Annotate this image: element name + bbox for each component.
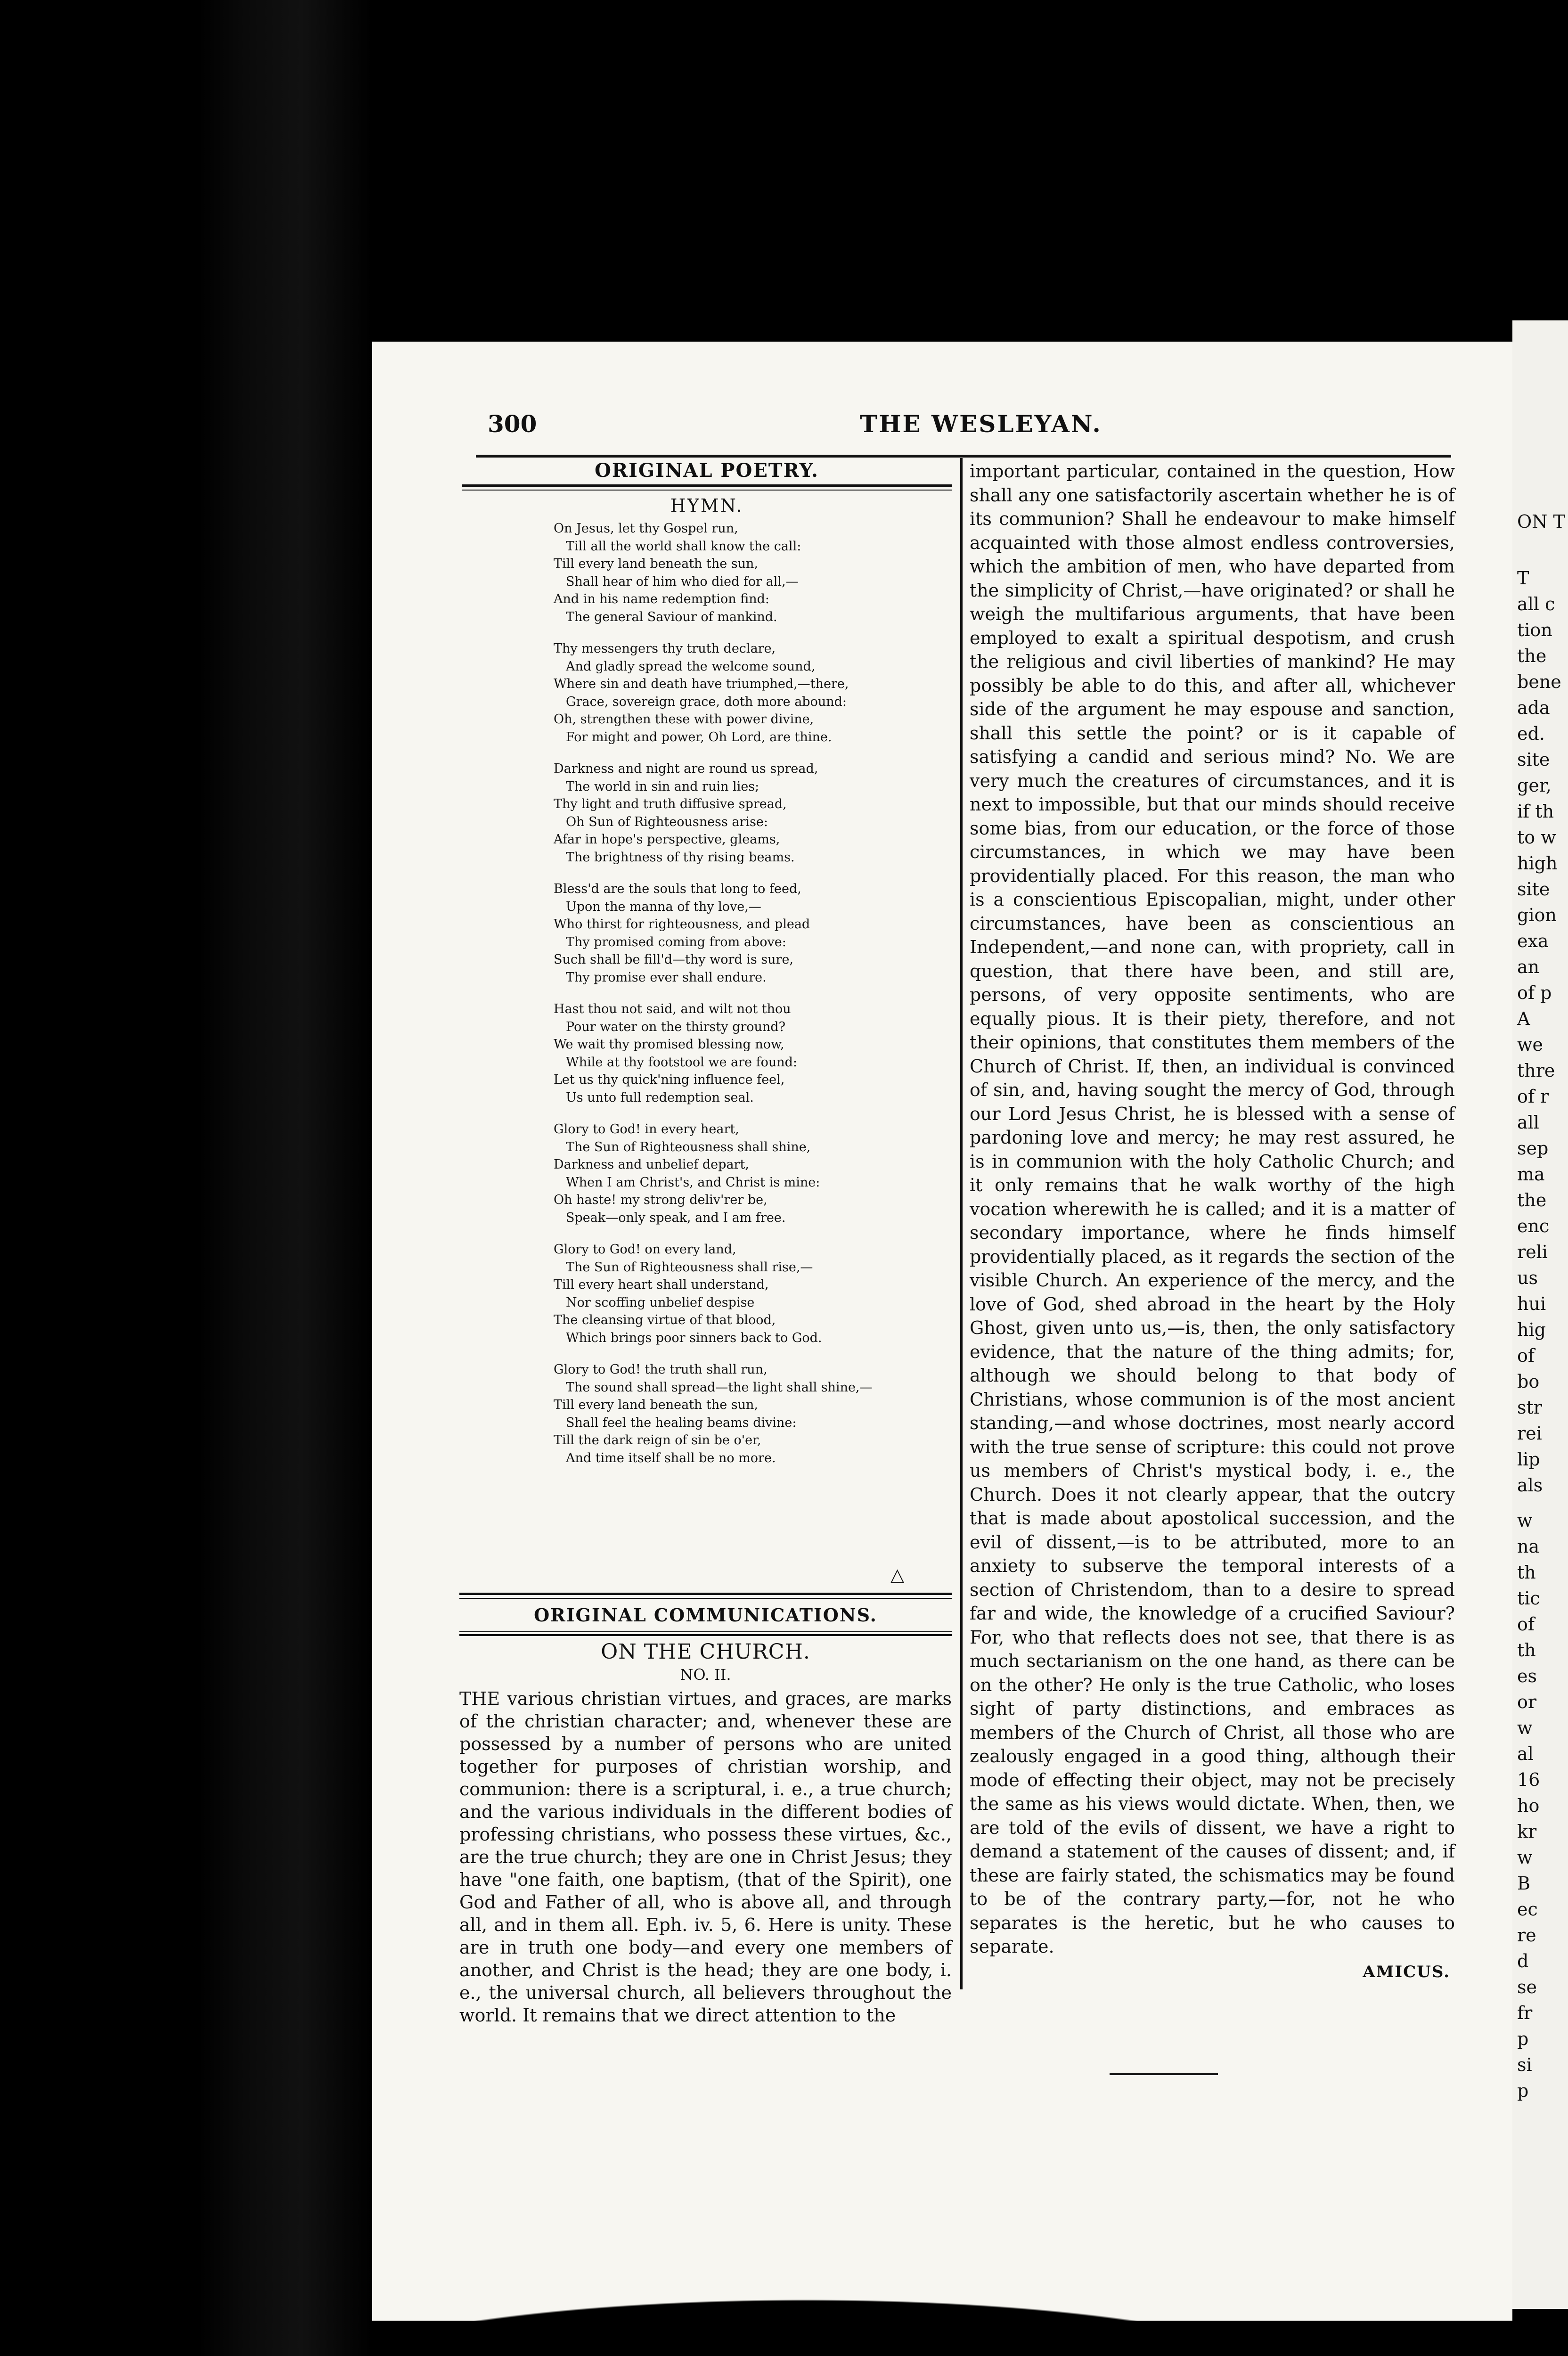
section-rule bbox=[459, 1631, 952, 1636]
article-body-right bbox=[970, 459, 1455, 1959]
hymn-line: Oh, strengthen these with power divine, bbox=[554, 712, 814, 727]
next-page-line-fragment: 16 bbox=[1517, 1769, 1540, 1790]
next-page-line-fragment: of bbox=[1517, 1614, 1535, 1635]
hymn-line: While at thy footstool we are found: bbox=[566, 1055, 798, 1070]
next-page-line-fragment: ec bbox=[1517, 1899, 1538, 1920]
next-page-line-fragment: w bbox=[1517, 1847, 1533, 1868]
hymn-line: Hast thou not said, and wilt not thou bbox=[554, 1002, 791, 1016]
next-page-line-fragment: rei bbox=[1517, 1423, 1542, 1444]
hymn-stanza bbox=[554, 520, 952, 626]
hymn-line: When I am Christ's, and Christ is mine: bbox=[566, 1175, 820, 1190]
next-page-line-fragment: sep bbox=[1517, 1138, 1549, 1159]
hymn-line: Till the dark reign of sin be o'er, bbox=[554, 1433, 761, 1448]
hymn-line: Till every land beneath the sun, bbox=[554, 1398, 759, 1412]
hymn-line: We wait thy promised blessing now, bbox=[554, 1037, 784, 1052]
hymn-line: The Sun of Righteousness shall shine, bbox=[566, 1139, 811, 1154]
next-page-text-fragment-lower bbox=[1517, 1508, 1540, 2104]
next-page-line-fragment: als bbox=[1517, 1475, 1543, 1496]
next-page-line-fragment: the bbox=[1517, 1190, 1547, 1211]
left-column bbox=[462, 459, 952, 1481]
end-mark: △ bbox=[890, 1564, 905, 1585]
hymn-line: Who thirst for righteousness, and plead bbox=[554, 917, 810, 932]
next-page-line-fragment: bene bbox=[1517, 671, 1561, 692]
hymn-line: Till every heart shall understand, bbox=[554, 1277, 769, 1292]
next-page-line-fragment: of p bbox=[1517, 982, 1552, 1003]
column-divider bbox=[960, 458, 963, 1989]
hymn-line: Glory to God! on every land, bbox=[554, 1242, 736, 1257]
hymn-stanza bbox=[554, 1361, 952, 1467]
hymn-line: Glory to God! the truth shall run, bbox=[554, 1362, 768, 1377]
hymn-line: The cleansing virtue of that blood, bbox=[554, 1313, 776, 1327]
hymn-line: Us unto full redemption seal. bbox=[566, 1090, 754, 1105]
hymn-line: The world in sin and ruin lies; bbox=[566, 779, 760, 794]
article-number: NO. II. bbox=[680, 1666, 731, 1684]
hymn-stanzas bbox=[462, 520, 952, 1467]
next-page-line-fragment: lip bbox=[1517, 1449, 1540, 1470]
hymn-stanza bbox=[554, 640, 952, 746]
next-page-line-fragment: ed. bbox=[1517, 723, 1545, 744]
hymn-line: Thy light and truth diffusive spread, bbox=[554, 797, 787, 811]
next-page-line-fragment: to w bbox=[1517, 827, 1556, 848]
hymn-line: Let us thy quick'ning influence feel, bbox=[554, 1072, 785, 1087]
next-page-line-fragment: A bbox=[1517, 1008, 1530, 1029]
next-page-line-fragment: enc bbox=[1517, 1216, 1550, 1236]
hymn-line: Pour water on the thirsty ground? bbox=[566, 1019, 786, 1034]
hymn-line: Afar in hope's perspective, gleams, bbox=[554, 832, 780, 847]
hymn-line: Which brings poor sinners back to God. bbox=[566, 1330, 822, 1345]
hymn-line: Oh Sun of Righteousness arise: bbox=[566, 814, 768, 829]
hymn-stanza bbox=[554, 1121, 952, 1227]
next-page-line-fragment: we bbox=[1517, 1034, 1544, 1055]
hymn-line: Shall feel the healing beams divine: bbox=[566, 1415, 797, 1430]
next-page-line-fragment: si bbox=[1517, 2054, 1532, 2075]
next-page-line-fragment: w bbox=[1517, 1510, 1533, 1531]
next-page-line-fragment: p bbox=[1517, 2080, 1529, 2101]
next-page-line-fragment: hig bbox=[1517, 1319, 1546, 1340]
hymn-line: On Jesus, let thy Gospel run, bbox=[554, 521, 738, 536]
next-page-line-fragment: str bbox=[1517, 1397, 1542, 1418]
hymn-line: Till every land beneath the sun, bbox=[554, 556, 759, 571]
hymn-line: For might and power, Oh Lord, are thine. bbox=[566, 729, 832, 744]
next-page-line-fragment: or bbox=[1517, 1692, 1537, 1712]
next-page-line-fragment: of bbox=[1517, 1345, 1535, 1366]
next-page-line-fragment: high bbox=[1517, 853, 1558, 874]
next-page-line-fragment: p bbox=[1517, 2029, 1529, 2049]
hymn-line: Speak—only speak, and I am free. bbox=[566, 1210, 786, 1225]
next-page-line-fragment: al bbox=[1517, 1743, 1534, 1764]
masthead-title: THE WESLEYAN. bbox=[860, 410, 1102, 438]
author-signature: AMICUS. bbox=[1363, 1962, 1450, 1981]
article-paragraph: important particular, contained in the question, How shall any one satisfactorily ascertain whether he is of its communion? Shall he endeavour to make himself acquainted with those almost endless controversies, which the ambition of men, who have departed from the simplicity of Christ,—have originated? or shall he weigh the multifarious arguments, that have been employed to exalt a spiritual despotism, and crush the religious and civil liberties of mankind? He may possibly be able to do this, and after all, whichever side of the argument he may espouse and sanction, shall this settle the point? or is it capable of satisfying a candid and serious mind? No. We are very much the creatures of circumstances, and it is next to impossible, but that our minds should receive some bias, from our education, or the force of those circumstances, in which we may have been providentially placed. For this reason, the man who is a conscientious Episcopalian, might, under other circumstances, have been as conscientious an Independent,—and none can, with propriety, call in question, that there have been, and still are, persons, of very opposite sentiments, who are equally pious. It is their piety, therefore, and not their opinions, that constitutes them members of the Church of Christ. If, then, an individual is convinced of sin, and, having sought the mercy of God, through our Lord Jesus Christ, he is blessed with a sense of pardoning love and mercy; he may rest assured, he is in communion with the holy Catholic Church; and it only remains that he walk worthy of the high vocation wherewith he is called; and it is a matter of secondary importance, where he finds himself providentially placed, as it regards the section of the visible Church. An experience of the mercy, and the love of God, shed abroad in the heart by the Holy Ghost, given unto us,—is, then, the only satisfactory evidence, that the nature of the thing admits; for, although we should belong to that body of Christians, whose communion is of the most ancient standing,—and whose doctrines, most nearly accord with the true sense of scripture: this could not prove us members of Christ's mystical body, i. e., the Church. Does it not clearly appear, that the outcry that is made about apostolical succession, and the evil of dissent,—is to be attributed, more to an anxiety to subserve the temporal interests of a section of Christendom, than to a desire to spread far and wide, the knowledge of a crucified Saviour? For, who that reflects does not see, that there is as much sectarianism on the one hand, as there can be on the other? He only is the true Catholic, who loses sight of party distinctions, and embraces as members of the Church of Christ, all those who are zealously engaged in a good thing, although their mode of effecting their object, may not be precisely the same as his views would dictate. When, then, we are told of the evils of dissent, we have a right to demand a statement of the causes of dissent; and, if these are fairly stated, the schismatics may be found to be of the contrary party,—for, not he who separates is the heretic, but he who causes to separate. bbox=[970, 461, 1455, 1957]
next-page-line-fragment: of r bbox=[1517, 1086, 1549, 1107]
hymn-stanza bbox=[554, 1241, 952, 1347]
hymn-line: Where sin and death have triumphed,—there, bbox=[554, 677, 849, 691]
next-page-text-fragment bbox=[1517, 565, 1561, 1498]
hymn-line: Darkness and night are round us spread, bbox=[554, 761, 818, 776]
hymn-line: Such shall be fill'd—thy word is sure, bbox=[554, 952, 794, 967]
page-header bbox=[488, 410, 1449, 448]
hymn-line: Thy messengers thy truth declare, bbox=[554, 641, 776, 656]
next-page-line-fragment: site bbox=[1517, 749, 1550, 770]
communications-section bbox=[459, 1593, 952, 2027]
hymn-line: Grace, sovereign grace, doth more abound: bbox=[566, 694, 847, 709]
next-page-line-fragment: se bbox=[1517, 1977, 1537, 1997]
hymn-line: And gladly spread the welcome sound, bbox=[566, 659, 816, 674]
next-page-line-fragment: B bbox=[1517, 1873, 1530, 1894]
section-rule bbox=[459, 1593, 952, 1599]
next-page-line-fragment: reli bbox=[1517, 1242, 1548, 1262]
hymn-line: The Sun of Righteousness shall rise,— bbox=[566, 1260, 813, 1275]
hymn-stanza bbox=[554, 880, 952, 986]
next-page-line-fragment: T bbox=[1517, 568, 1529, 589]
hymn-line: Thy promised coming from above: bbox=[566, 934, 786, 949]
communications-section-title: ORIGINAL COMMUNICATIONS. bbox=[534, 1604, 877, 1626]
next-page-line-fragment: kr bbox=[1517, 1821, 1537, 1842]
header-rule bbox=[476, 455, 1451, 458]
next-page-line-fragment: w bbox=[1517, 1718, 1533, 1738]
hymn-title: HYMN. bbox=[670, 495, 743, 516]
article-end-rule bbox=[1110, 2073, 1218, 2075]
section-rule bbox=[462, 484, 952, 491]
next-page-line-fragment: tic bbox=[1517, 1588, 1540, 1609]
hymn-line: And time itself shall be no more. bbox=[566, 1450, 776, 1465]
next-page-line-fragment: ho bbox=[1517, 1795, 1540, 1816]
hymn-stanza bbox=[554, 760, 952, 866]
hymn-line: Glory to God! in every heart, bbox=[554, 1122, 739, 1137]
next-page-line-fragment: tion bbox=[1517, 620, 1552, 640]
next-page-line-fragment: bo bbox=[1517, 1371, 1540, 1392]
next-page-line-fragment: all c bbox=[1517, 594, 1555, 614]
hymn-line: Till all the world shall know the call: bbox=[566, 539, 801, 554]
hymn-line: The brightness of thy rising beams. bbox=[566, 850, 795, 865]
hymn-line: Shall hear of him who died for all,— bbox=[566, 574, 799, 589]
next-page-line-fragment: exa bbox=[1517, 931, 1549, 951]
article-title: ON THE CHURCH. bbox=[601, 1640, 810, 1664]
next-page-heading-fragment: ON T bbox=[1517, 511, 1565, 532]
next-page-line-fragment: es bbox=[1517, 1666, 1537, 1686]
book-gutter-shadow bbox=[0, 0, 372, 2356]
next-page-line-fragment: thre bbox=[1517, 1060, 1555, 1081]
next-page-line-fragment: na bbox=[1517, 1536, 1540, 1557]
next-page-line-fragment: all bbox=[1517, 1112, 1539, 1133]
next-page-line-fragment: site bbox=[1517, 879, 1550, 900]
next-page-line-fragment: an bbox=[1517, 957, 1540, 977]
hymn-line: Nor scoffing unbelief despise bbox=[566, 1295, 755, 1310]
hymn-line: The general Saviour of mankind. bbox=[566, 609, 777, 624]
hymn-line: Darkness and unbelief depart, bbox=[554, 1157, 749, 1172]
next-page-line-fragment: the bbox=[1517, 646, 1547, 666]
hymn-line: Oh haste! my strong deliv'rer be, bbox=[554, 1193, 768, 1207]
right-column bbox=[970, 459, 1455, 1981]
next-page-line-fragment: re bbox=[1517, 1925, 1536, 1946]
next-page-line-fragment: if th bbox=[1517, 801, 1554, 822]
hymn-stanza bbox=[554, 1000, 952, 1106]
hymn-line: And in his name redemption find: bbox=[554, 592, 769, 606]
next-page-line-fragment: gion bbox=[1517, 905, 1557, 925]
next-page-line-fragment: fr bbox=[1517, 2003, 1533, 2023]
next-page-line-fragment: us bbox=[1517, 1268, 1538, 1288]
page-number: 300 bbox=[488, 410, 537, 438]
next-page-line-fragment: ger, bbox=[1517, 775, 1552, 796]
next-page-line-fragment: hui bbox=[1517, 1293, 1546, 1314]
article-body-left bbox=[459, 1687, 952, 2027]
hymn-line: Thy promise ever shall endure. bbox=[566, 970, 767, 985]
hymn-line: Upon the manna of thy love,— bbox=[566, 899, 761, 914]
next-page-line-fragment: ma bbox=[1517, 1164, 1545, 1185]
next-page-line-fragment: ada bbox=[1517, 697, 1550, 718]
hymn-line: The sound shall spread—the light shall shine,— bbox=[566, 1380, 873, 1395]
article-paragraph: THE various christian virtues, and graces, are marks of the christian character; and, whenever these are possessed by a number of persons who are united together for purposes of christian worship, and communion: there is a scriptural, i. e., a true church; and the various individuals in the different bodies of professing christians, who possess these virtues, &c., are the true church; they are one in Christ Jesus; they have "one faith, one baptism, (that of the Spirit), one God and Father of all, who is above all, and through all, and in them all. Eph. iv. 5, 6. Here is unity. These are in truth one body—and every one members of another, and Christ is the head; they are one body, i. e., the universal church, all believers throughout the world. It remains that we direct attention to the bbox=[459, 1688, 952, 2026]
next-page-line-fragment: th bbox=[1517, 1640, 1536, 1661]
next-page-edge bbox=[1512, 320, 1568, 2309]
next-page-line-fragment: th bbox=[1517, 1562, 1536, 1583]
poetry-section-title: ORIGINAL POETRY. bbox=[595, 459, 819, 482]
next-page-line-fragment: d bbox=[1517, 1951, 1529, 1972]
page-curl-shadow bbox=[372, 2276, 1456, 2356]
hymn-line: Bless'd are the souls that long to feed, bbox=[554, 882, 801, 896]
